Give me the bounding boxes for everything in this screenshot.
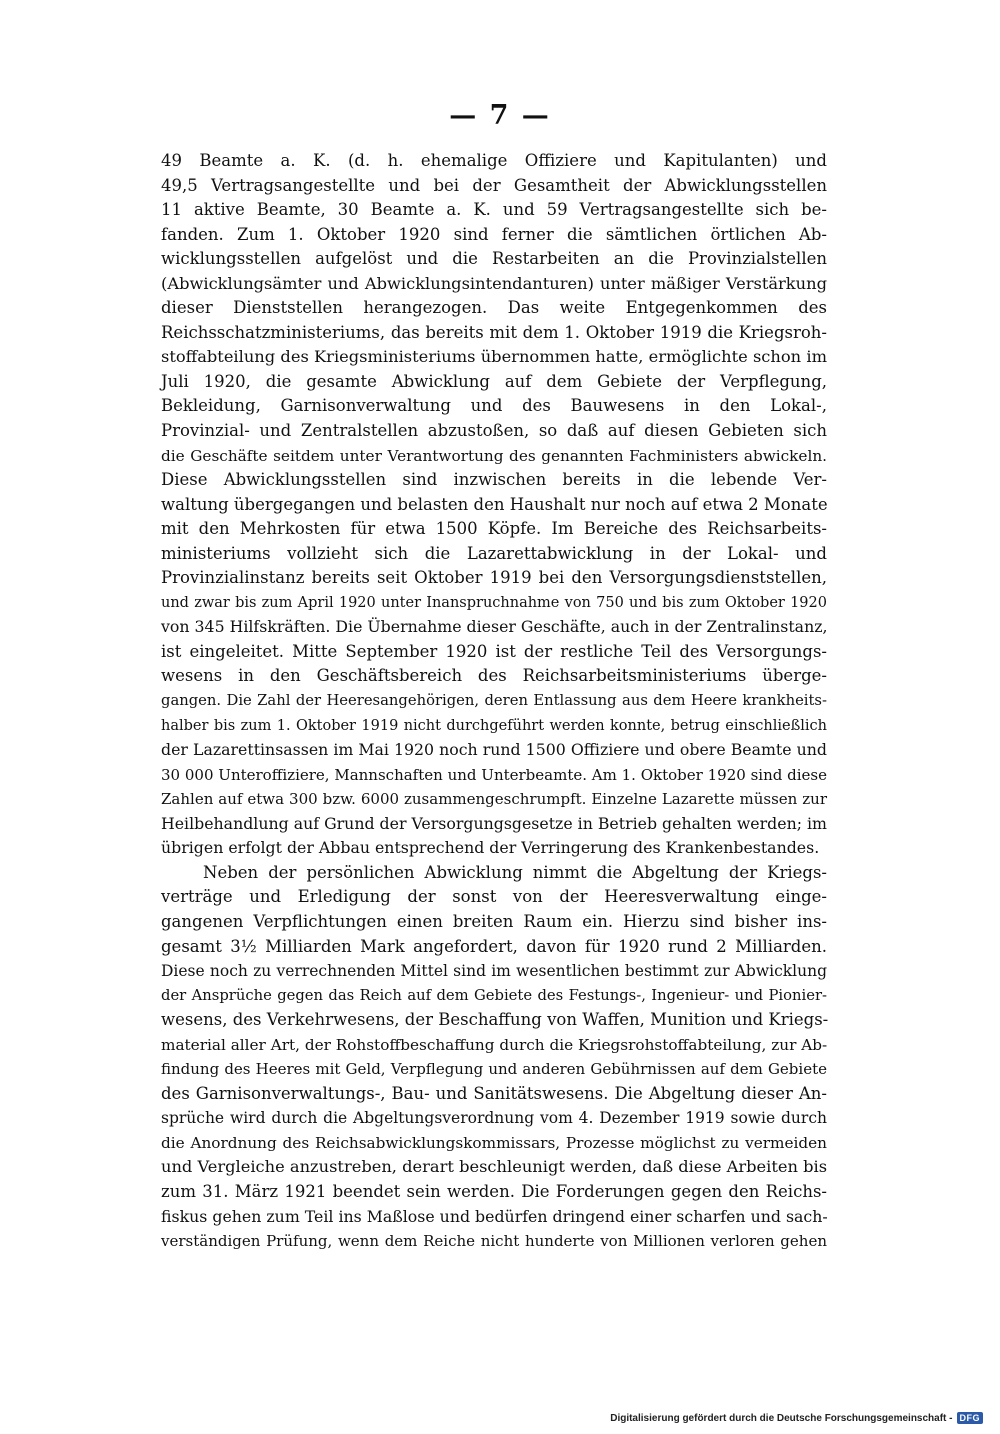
text-line: stoffabteilung des Kriegsministeriums übernommen hatte, ermöglichte schon im xyxy=(161,347,827,367)
text-line: mit den Mehrkosten für etwa 1500 Köpfe. Im Bereiche des Reichsarbeits- xyxy=(161,519,827,539)
footer-text: Digitalisierung gefördert durch die Deutsche Forschungsgemeinschaft - xyxy=(610,1412,953,1424)
text-line: der Ansprüche gegen das Reich auf dem Gebiete des Festungs-, Ingenieur- und Pionier- xyxy=(161,986,827,1004)
dfg-logo: DFG xyxy=(957,1412,984,1424)
text-line: 49,5 Vertragsangestellte und bei der Gesamtheit der Abwicklungsstellen xyxy=(161,175,827,195)
text-line: halber bis zum 1. Oktober 1919 nicht durchgeführt werden konnte, betrug einschließlich xyxy=(161,717,827,734)
text-line: wesens in den Geschäftsbereich des Reichsarbeitsministeriums überge- xyxy=(161,666,827,686)
text-line: fanden. Zum 1. Oktober 1920 sind ferner die sämtlichen örtlichen Ab- xyxy=(161,224,827,244)
text-line: findung des Heeres mit Geld, Verpflegung und anderen Gebührnissen auf dem Gebiete xyxy=(161,1060,827,1079)
text-line: und Vergleiche anzustreben, derart beschleunigt werden, daß diese Arbeiten bis xyxy=(161,1157,828,1177)
text-line: waltung übergegangen und belasten den Haushalt nur noch auf etwa 2 Monate xyxy=(161,494,828,514)
text-line: Juli 1920, die gesamte Abwicklung auf dem Gebiete der Verpflegung, xyxy=(161,371,827,391)
text-line: (Abwicklungsämter und Abwicklungsintendanturen) unter mäßiger Verstärkung xyxy=(161,273,827,293)
text-line: material aller Art, der Rohstoffbeschaffung durch die Kriegsrohstoffabteilung, zur Ab- xyxy=(161,1035,828,1054)
text-line: des Garnisonverwaltungs-, Bau- und Sanitätswesens. Die Abgeltung dieser An- xyxy=(161,1083,827,1103)
text-line: Heilbehandlung auf Grund der Versorgungsgesetze in Betrieb gehalten werden; im xyxy=(161,813,827,833)
text-line: ist eingeleitet. Mitte September 1920 ist der restliche Teil des Versorgungs- xyxy=(161,641,827,661)
text-line: gangenen Verpflichtungen einen breiten Raum ein. Hierzu sind bisher ins- xyxy=(161,911,827,931)
text-line: gesamt 3½ Milliarden Mark angefordert, davon für 1920 rund 2 Milliarden. xyxy=(161,936,827,956)
text-line: verständigen Prüfung, wenn dem Reiche nicht hunderte von Millionen verloren gehen xyxy=(161,1232,827,1251)
text-line: übrigen erfolgt der Abbau entsprechend der Verringerung des Krankenbestandes. xyxy=(161,838,820,858)
text-line: wesens, des Verkehrwesens, der Beschaffung von Waffen, Munition und Kriegs- xyxy=(161,1010,829,1030)
text-line: die Anordnung des Reichsabwicklungskommissars, Prozesse möglichst zu vermeiden xyxy=(161,1133,827,1152)
text-line: gangen. Die Zahl der Heeresangehörigen, deren Entlassung aus dem Heere krankheits- xyxy=(161,692,827,710)
text-line: zum 31. März 1921 beendet sein werden. Die Forderungen gegen den Reichs- xyxy=(161,1181,827,1201)
text-line: Reichsschatzministeriums, das bereits mit dem 1. Oktober 1919 die Kriegsroh- xyxy=(161,322,827,342)
text-line: dieser Dienststellen herangezogen. Das weite Entgegenkommen des xyxy=(161,298,827,318)
text-line: fiskus gehen zum Teil ins Maßlose und bedürfen dringend einer scharfen und sach- xyxy=(161,1206,828,1226)
text-line: Provinzialinstanz bereits seit Oktober 1919 bei den Versorgungsdienststellen, xyxy=(161,568,827,588)
text-line: wicklungsstellen aufgelöst und die Restarbeiten an die Provinzialstellen xyxy=(161,249,827,269)
text-line: ministeriums vollzieht sich die Lazarettabwicklung in der Lokal- und xyxy=(161,543,827,563)
page-number: — 7 — xyxy=(449,100,551,131)
text-line: Zahlen auf etwa 300 bzw. 6000 zusammengeschrumpft. Einzelne Lazarette müssen zur xyxy=(161,790,827,809)
text-line: Diese Abwicklungsstellen sind inzwischen bereits in die lebende Ver- xyxy=(161,470,827,490)
text-line: und zwar bis zum April 1920 unter Inanspruchnahme von 750 und bis zum Oktober 1920 xyxy=(161,594,827,611)
footer-attribution xyxy=(610,1412,983,1424)
text-line: von 345 Hilfskräften. Die Übernahme dieser Geschäfte, auch in der Zentralinstanz, xyxy=(161,617,828,637)
text-line: Bekleidung, Garnisonverwaltung und des Bauwesens in den Lokal-, xyxy=(161,396,827,416)
text-line: 30 000 Unteroffiziere, Mannschaften und Unterbeamte. Am 1. Oktober 1920 sind diese xyxy=(161,765,827,784)
text-line: Provinzial- und Zentralstellen abzustoßen, so daß auf diesen Gebieten sich xyxy=(161,421,827,441)
text-line: verträge und Erledigung der sonst von der Heeresverwaltung einge- xyxy=(161,887,827,907)
text-line: 11 aktive Beamte, 30 Beamte a. K. und 59 Vertragsangestellte sich be- xyxy=(161,200,827,220)
text-line: Diese noch zu verrechnenden Mittel sind im wesentlichen bestimmt zur Abwicklung xyxy=(161,962,827,981)
text-line: Neben der persönlichen Abwicklung nimmt die Abgeltung der Kriegs- xyxy=(203,862,827,882)
text-line: die Geschäfte seitdem unter Verantwortung des genannten Fachministers abwickeln. xyxy=(161,446,827,465)
text-line: sprüche wird durch die Abgeltungsverordnung vom 4. Dezember 1919 sowie durch xyxy=(161,1109,827,1128)
text-line: 49 Beamte a. K. (d. h. ehemalige Offiziere und Kapitulanten) und xyxy=(161,151,827,170)
text-line: der Lazarettinsassen im Mai 1920 noch rund 1500 Offiziere und obere Beamte und xyxy=(161,740,827,760)
body-text xyxy=(161,149,827,1254)
